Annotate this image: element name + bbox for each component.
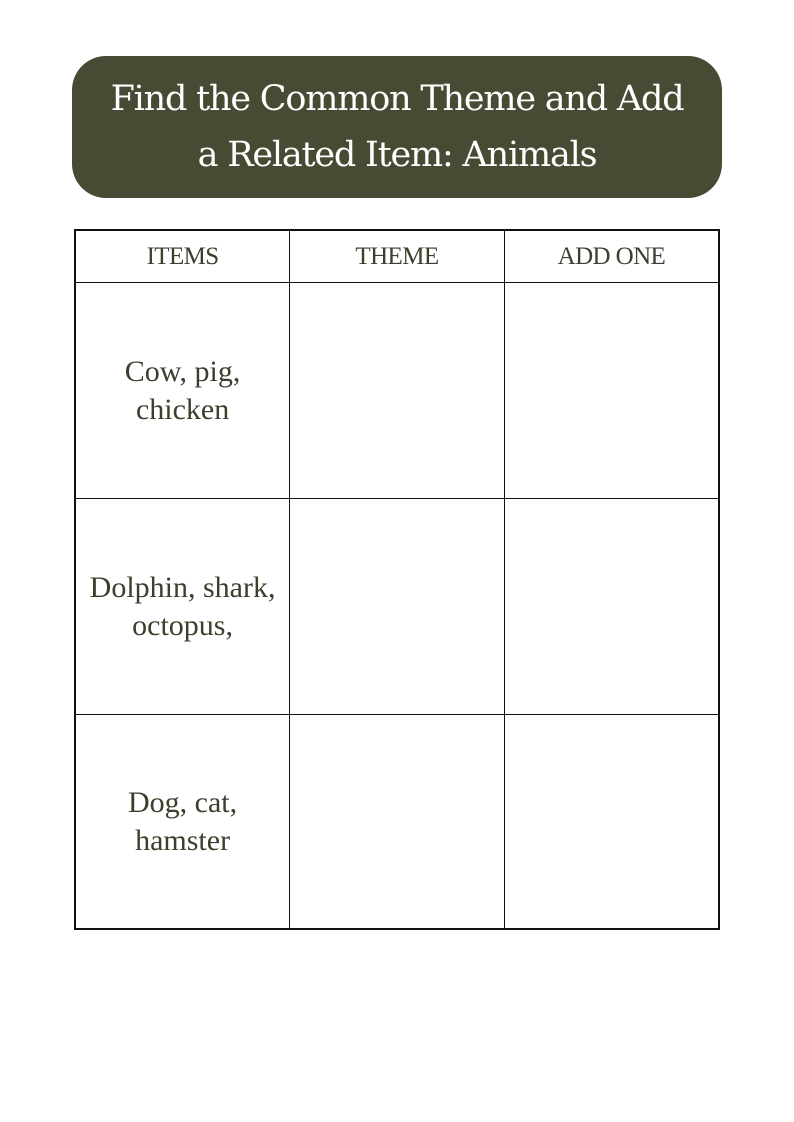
page-title-line-1: Find the Common Theme and Add xyxy=(110,79,684,119)
items-text: Dolphin, shark, octopus, xyxy=(89,570,276,642)
theme-cell[interactable] xyxy=(290,283,505,499)
header-row xyxy=(75,230,719,283)
page-title-line-2: a Related Item: Animals xyxy=(197,135,597,175)
items-cell xyxy=(75,283,290,499)
header-theme: THEME xyxy=(290,230,505,283)
add-one-cell[interactable] xyxy=(504,715,719,930)
title-banner xyxy=(72,56,722,198)
theme-cell[interactable] xyxy=(290,499,505,715)
items-text: Dog, cat, hamster xyxy=(128,785,238,857)
theme-cell[interactable] xyxy=(290,715,505,930)
add-one-cell[interactable] xyxy=(504,283,719,499)
table-row xyxy=(75,283,719,499)
items-cell xyxy=(75,715,290,930)
header-add-one: ADD ONE xyxy=(504,230,719,283)
worksheet-table xyxy=(74,229,720,930)
table-row xyxy=(75,499,719,715)
add-one-cell[interactable] xyxy=(504,499,719,715)
table-row xyxy=(75,715,719,930)
items-cell xyxy=(75,499,290,715)
items-text: Cow, pig, chicken xyxy=(124,354,241,426)
header-items: ITEMS xyxy=(75,230,290,283)
